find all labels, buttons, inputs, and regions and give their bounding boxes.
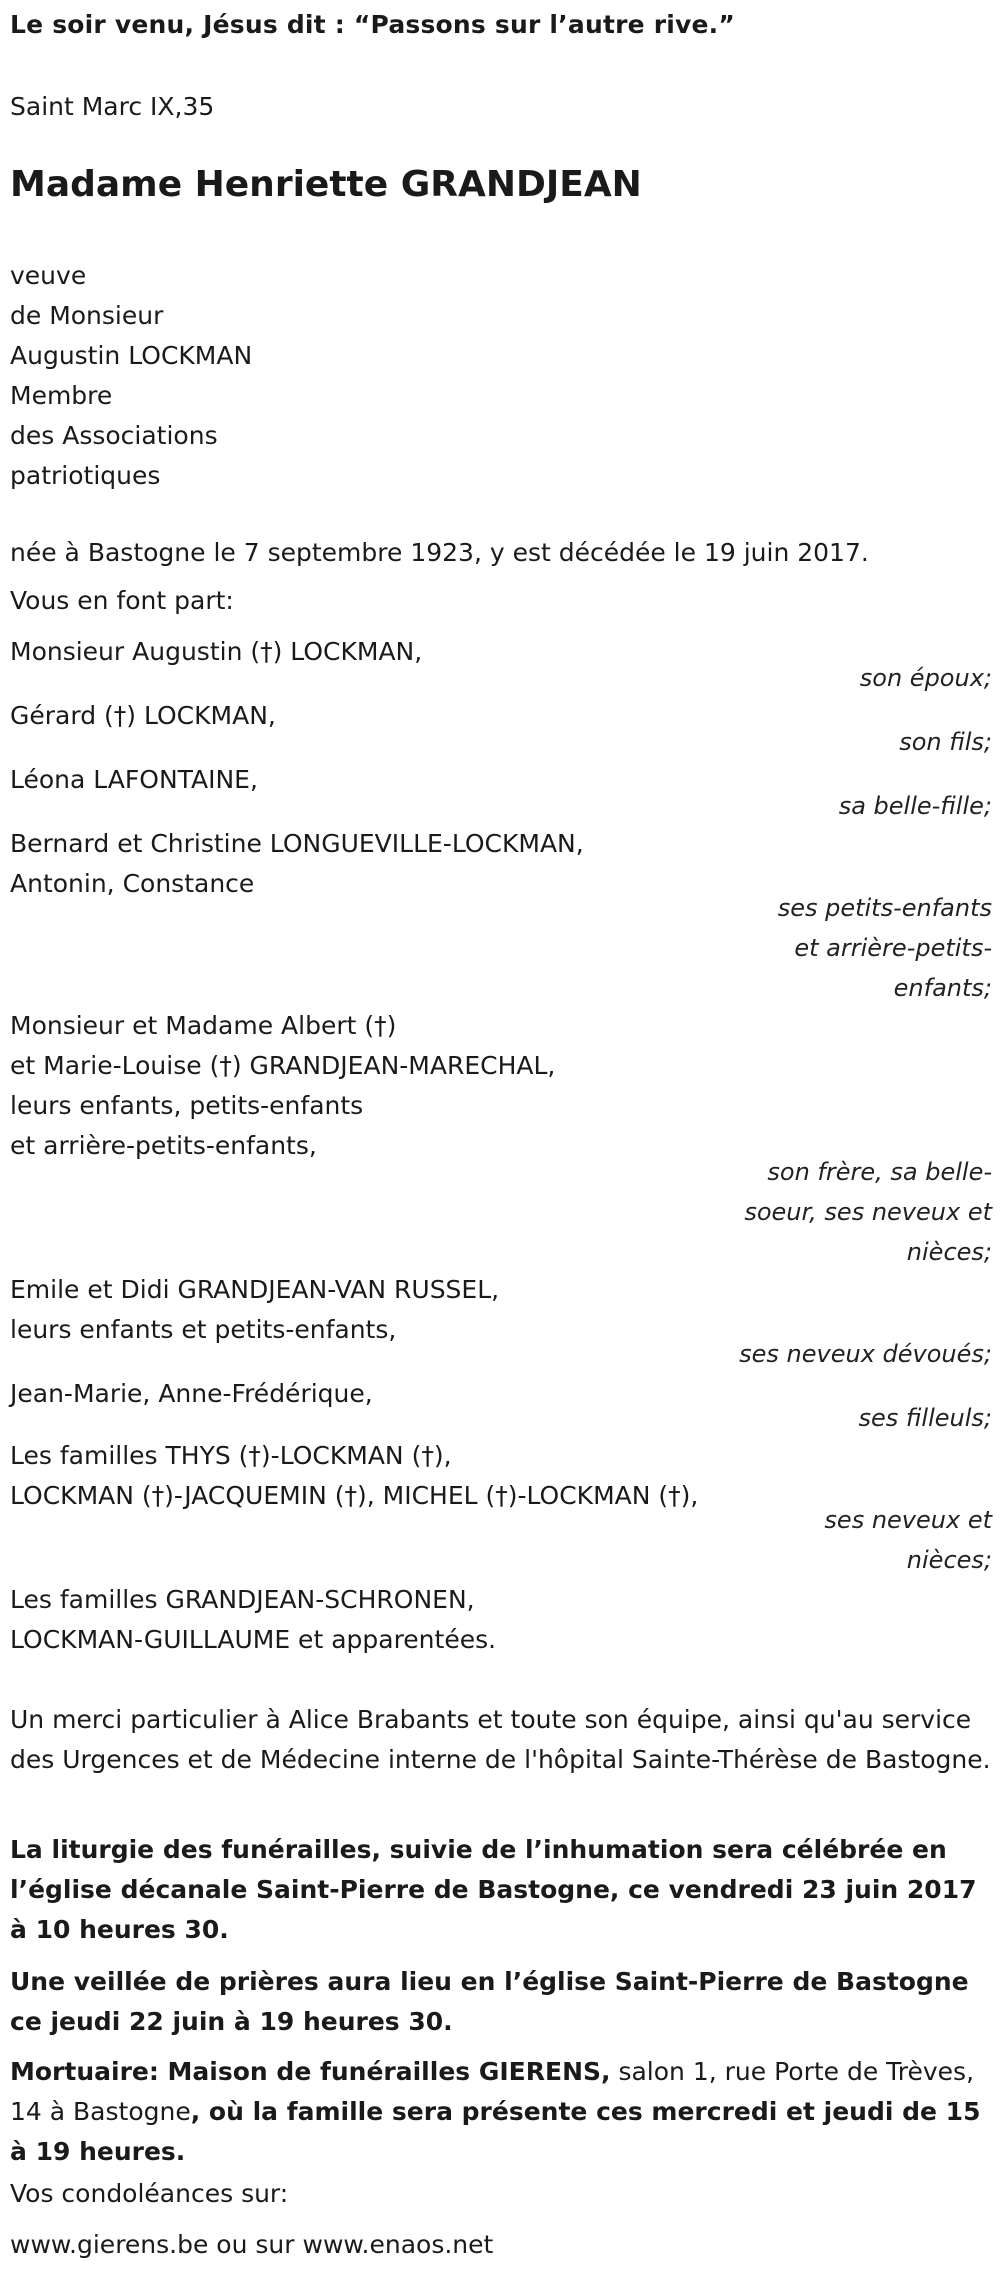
family-relation xyxy=(824,1500,992,1580)
family-name-line: Monsieur et Madame Albert (†) xyxy=(10,1011,397,1040)
family-name-line: Jean-Marie, Anne-Frédérique, xyxy=(10,1379,373,1408)
family-name-line: Les familles GRANDJEAN-SCHRONEN, xyxy=(10,1585,475,1614)
widow-line: des Associations xyxy=(10,421,218,450)
relation-line: nièces; xyxy=(906,1238,992,1266)
relation-line: soeur, ses neveux et xyxy=(744,1198,992,1226)
widow-line: Augustin LOCKMAN xyxy=(10,341,253,370)
deceased-name: Madame Henriette GRANDJEAN xyxy=(10,164,642,205)
family-relation xyxy=(859,1398,992,1438)
family-relation xyxy=(899,722,992,762)
condolences-websites[interactable]: www.gierens.be ou sur www.enaos.net xyxy=(10,2230,494,2259)
family-name-line: LOCKMAN (†)-JACQUEMIN (†), MICHEL (†)-LOCKMAN (†), xyxy=(10,1481,699,1510)
mortuary-address: salon 1, rue Porte de Trèves, 14 à Bastogne xyxy=(10,2057,975,2126)
relation-line: ses petits-enfants xyxy=(777,894,992,922)
family-name-line: Les familles THYS (†)-LOCKMAN (†), xyxy=(10,1441,452,1470)
family-name-line: Monsieur Augustin (†) LOCKMAN, xyxy=(10,637,423,666)
vigil-paragraph: Une veillée de prières aura lieu en l’église Saint-Pierre de Bastogne ce jeudi 22 juin à 19 heures 30. xyxy=(10,1967,969,2036)
family-name-line: leurs enfants, petits-enfants xyxy=(10,1091,364,1120)
mortuary-presence: , où la famille sera présente ces mercredi et jeudi de 15 à 19 heures. xyxy=(10,2097,981,2166)
widow-line: patriotiques xyxy=(10,461,161,490)
family-name-line: Emile et Didi GRANDJEAN-VAN RUSSEL, xyxy=(10,1275,500,1304)
family-name-line: et Marie-Louise (†) GRANDJEAN-MARECHAL, xyxy=(10,1051,556,1080)
relation-line: ses neveux dévoués; xyxy=(739,1340,992,1368)
announcement-line: Vous en font part: xyxy=(10,586,234,615)
relation-line: son frère, sa belle- xyxy=(767,1158,992,1186)
family-relation xyxy=(860,658,992,698)
funeral-paragraph: La liturgie des funérailles, suivie de l’inhumation sera célébrée en l’église décanale Saint-Pierre de Bastogne, ce vendredi 23 juin 2017 à 10 heures 30. xyxy=(10,1835,977,1944)
family-name-line: Gérard (†) LOCKMAN, xyxy=(10,701,276,730)
relation-line: enfants; xyxy=(893,974,992,1002)
relation-line: sa belle-fille; xyxy=(838,792,992,820)
relation-line: et arrière-petits- xyxy=(794,934,992,962)
family-relation xyxy=(778,888,992,1008)
verse-quote: Le soir venu, Jésus dit : “Passons sur l’autre rive.” xyxy=(10,10,735,39)
mortuary-paragraph xyxy=(10,2052,992,2172)
widow-line: veuve xyxy=(10,261,87,290)
relation-line: son fils; xyxy=(899,728,992,756)
relation-line: ses filleuls; xyxy=(858,1404,992,1432)
family-relation xyxy=(744,1152,992,1272)
family-name-line: LOCKMAN-GUILLAUME et apparentées. xyxy=(10,1625,497,1654)
family-name-line: Bernard et Christine LONGUEVILLE-LOCKMAN, xyxy=(10,829,584,858)
widow-line: Membre xyxy=(10,381,113,410)
birth-death-line: née à Bastogne le 7 septembre 1923, y est décédée le 19 juin 2017. xyxy=(10,538,869,567)
family-relation xyxy=(739,1334,992,1374)
family-name-line: Léona LAFONTAINE, xyxy=(10,765,258,794)
relation-line: son époux; xyxy=(859,664,992,692)
thanks-paragraph: Un merci particulier à Alice Brabants et toute son équipe, ainsi qu'au service des Urgences et de Médecine interne de l'hôpital Sainte-Thérèse de Bastogne. xyxy=(10,1705,991,1774)
widow-line: de Monsieur xyxy=(10,301,164,330)
mortuary-label: Mortuaire: Maison de funérailles GIERENS, xyxy=(10,2057,611,2086)
family-name-line: leurs enfants et petits-enfants, xyxy=(10,1315,397,1344)
relation-line: nièces; xyxy=(906,1546,992,1574)
verse-reference: Saint Marc IX,35 xyxy=(10,92,215,121)
family-name-line: Antonin, Constance xyxy=(10,869,255,898)
condolences-label: Vos condoléances sur: xyxy=(10,2179,289,2208)
family-name-line: et arrière-petits-enfants, xyxy=(10,1131,317,1160)
family-relation xyxy=(839,786,992,826)
relation-line: ses neveux et xyxy=(824,1506,992,1534)
widow-info xyxy=(10,256,252,496)
